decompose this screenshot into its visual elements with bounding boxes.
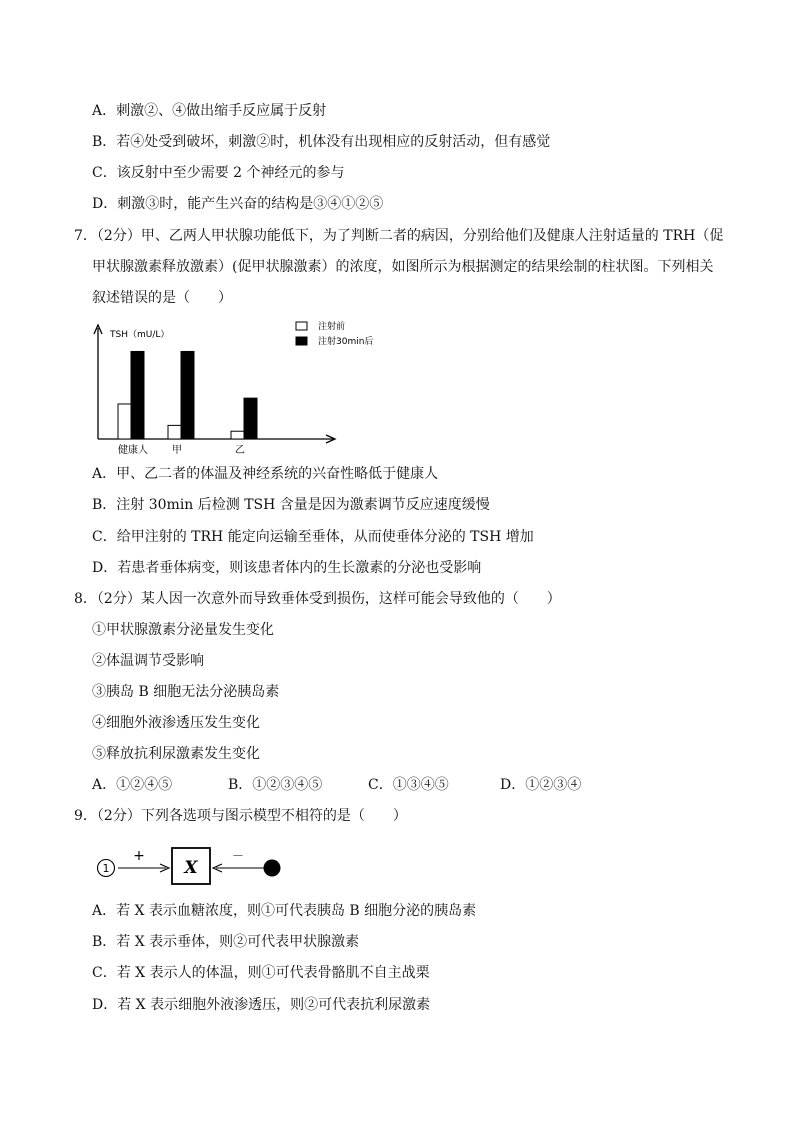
bar-after-1 xyxy=(181,351,194,439)
legend-label-after: 注射30min后 xyxy=(318,337,374,347)
q8-stem: 8．（2分）某人因一次意外而导致垂体受到损伤，这样可能会导致他的（ ） xyxy=(74,591,561,607)
black-dot-source xyxy=(264,860,281,877)
plus-sign: + xyxy=(133,848,145,864)
bar-after-2 xyxy=(244,398,257,439)
q8-item-4: ④细胞外液渗透压发生变化 xyxy=(92,715,260,731)
bar-before-2 xyxy=(231,431,244,439)
q6-option-c: C．该反射中至少需要 2 个神经元的参与 xyxy=(92,165,345,181)
minus-sign: － xyxy=(231,849,245,863)
q6-option-a: A．刺激②、④做出缩手反应属于反射 xyxy=(92,103,327,119)
bar-before-1 xyxy=(168,425,181,439)
q9-option-b: B．若 X 表示垂体，则②可代表甲状腺激素 xyxy=(92,934,360,950)
q8-options xyxy=(92,775,612,795)
legend-swatch-before xyxy=(296,322,307,330)
legend-label-before: 注射前 xyxy=(318,322,346,332)
q6-option-b: B．若④处受到破坏，刺激②时，机体没有出现相应的反射活动，但有感觉 xyxy=(92,134,551,150)
q7-stem-line2: 甲状腺激素释放激素）(促甲状腺激素）的浓度，如图所示为根据测定的结果绘制的柱状图。下列相关 xyxy=(92,259,714,275)
q8-item-2: ②体温调节受影响 xyxy=(92,653,204,669)
q7-option-d: D．若患者垂体病变，则该患者体内的生长激素的分泌也受影响 xyxy=(92,560,482,576)
q7-option-c: C．给甲注射的 TRH 能定向运输至垂体，从而使垂体分泌的 TSH 增加 xyxy=(92,529,534,545)
q7-stem-line1: 7．（2分）甲、乙两人甲状腺功能低下，为了判断二者的病因，分别给他们及健康人注射适量的 TRH（促 xyxy=(74,228,724,244)
q9-option-d: D．若 X 表示细胞外液渗透压，则②可代表抗利尿激素 xyxy=(92,997,431,1013)
q9-option-c: C．若 X 表示人的体温，则①可代表骨骼肌不自主战栗 xyxy=(92,965,430,981)
tsh-bar-chart xyxy=(90,312,390,462)
q8-option-c: C．①③④⑤ xyxy=(368,777,449,793)
q7-option-b: B．注射 30min 后检测 TSH 含量是因为激素调节反应速度缓慢 xyxy=(92,497,490,513)
category-label-0: 健康人 xyxy=(118,445,148,456)
q8-item-1: ①甲状腺激素分泌量发生变化 xyxy=(92,622,274,638)
legend-swatch-after xyxy=(296,337,307,345)
q8-item-3: ③胰岛 B 细胞无法分泌胰岛素 xyxy=(92,684,280,700)
bar-after-0 xyxy=(131,351,144,439)
q6-option-d: D．刺激③时，能产生兴奋的结构是③④①②⑤ xyxy=(92,196,384,212)
y-axis-label: TSH（mU/L） xyxy=(110,330,170,340)
feedback-model-diagram xyxy=(92,842,292,886)
q8-option-a: A．①②④⑤ xyxy=(92,777,173,793)
q9-stem: 9．（2分）下列各选项与图示模型不相符的是（ ） xyxy=(74,808,407,824)
q7-option-a: A．甲、乙二者的体温及神经系统的兴奋性略低于健康人 xyxy=(92,466,439,482)
q8-option-b: B．①②③④⑤ xyxy=(228,777,323,793)
q8-item-5: ⑤释放抗利尿激素发生变化 xyxy=(92,746,260,762)
q7-stem-line3: 叙述错误的是（ ） xyxy=(92,290,232,306)
x-box-label: X xyxy=(184,858,198,878)
bar-before-0 xyxy=(118,404,131,439)
q8-option-d: D．①②③④ xyxy=(500,777,582,793)
q9-option-a: A．若 X 表示血糖浓度，则①可代表胰岛 B 细胞分泌的胰岛素 xyxy=(92,903,477,919)
category-label-2: 乙 xyxy=(235,445,245,456)
category-label-1: 甲 xyxy=(172,445,182,456)
diagram-left-label: 1 xyxy=(102,862,110,875)
